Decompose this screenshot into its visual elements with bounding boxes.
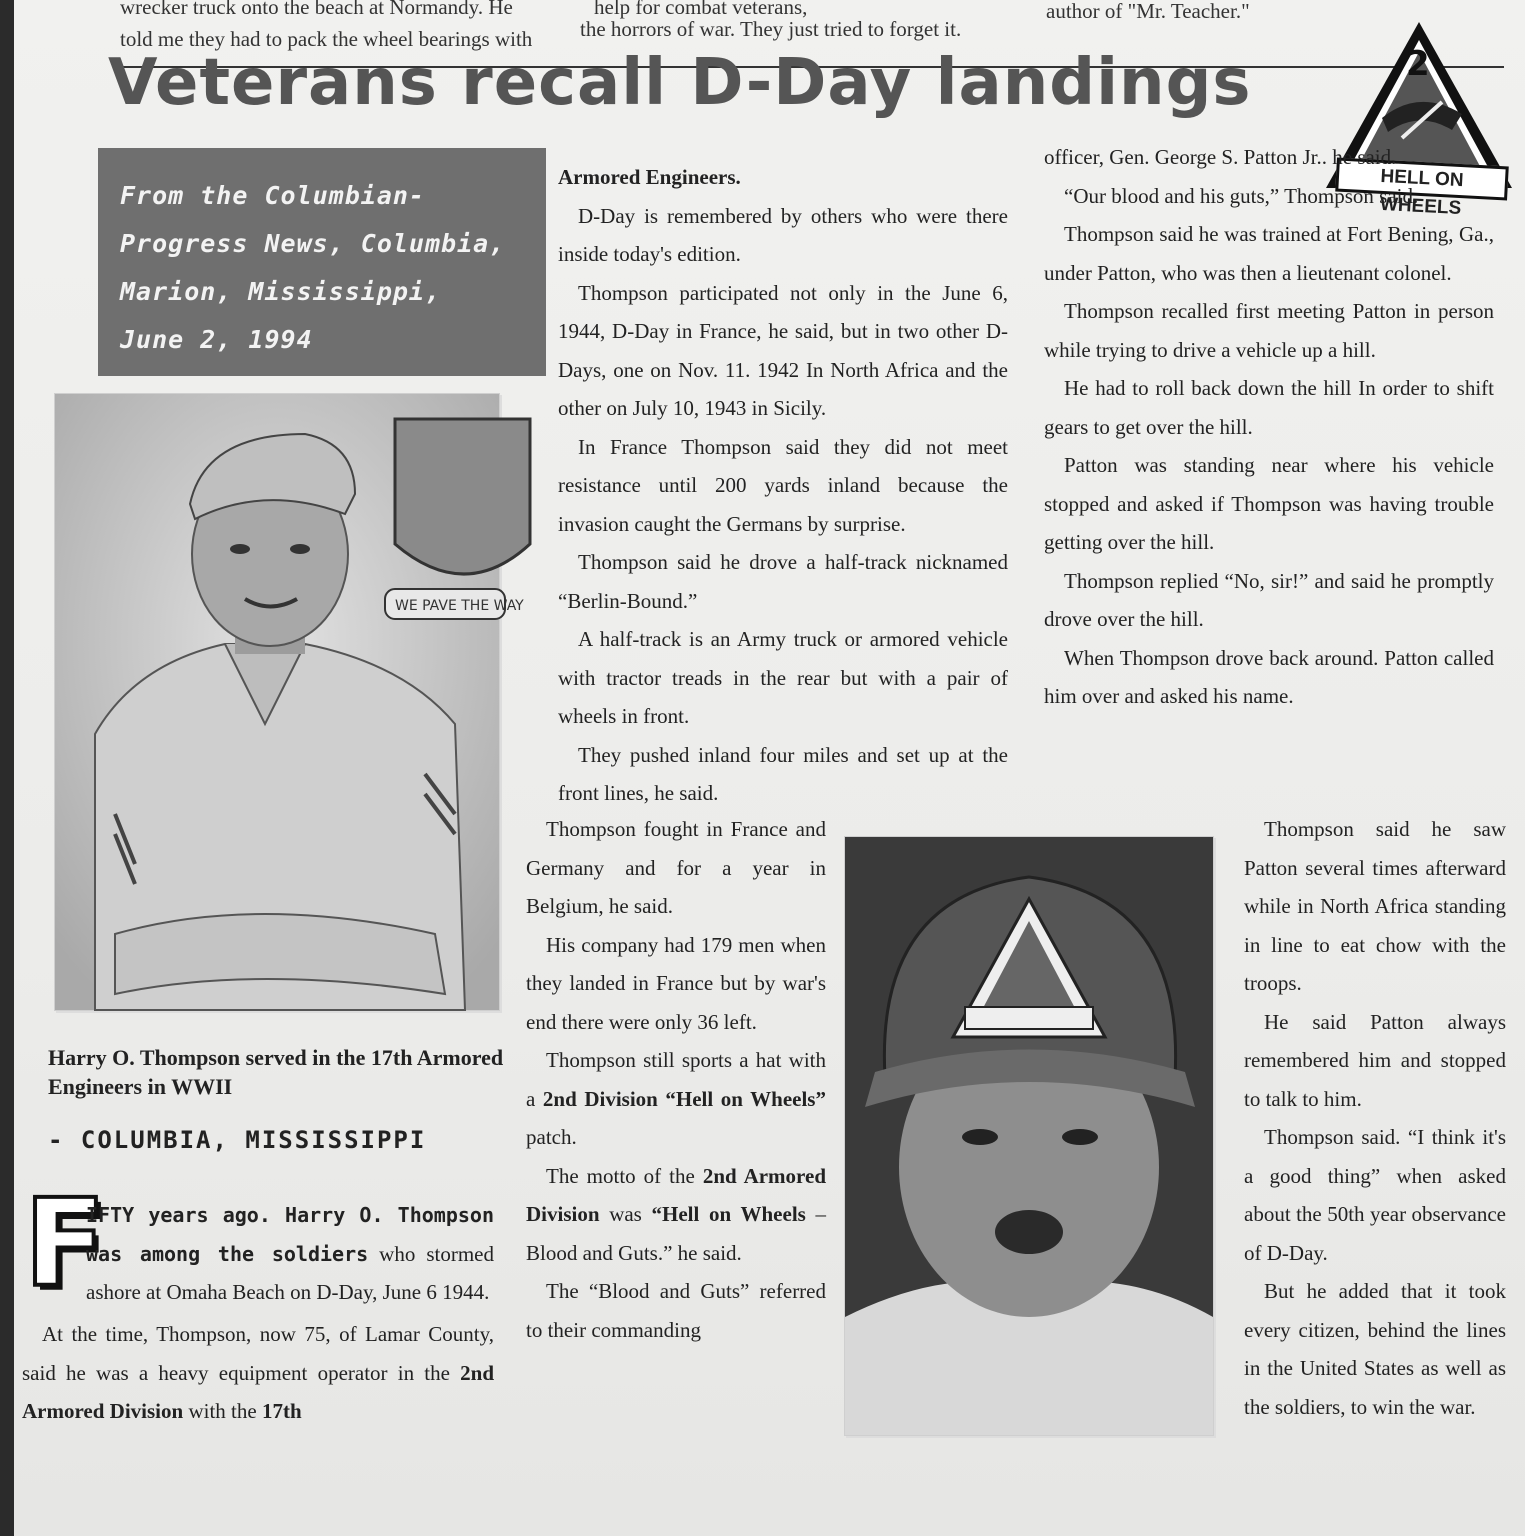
col2b-p5: The “Blood and Guts” referred to their commanding [526,1279,826,1342]
col2-p2: Thompson participated not only in the June 6, 1944, D-Day in France, he said, but in two other D-Days, one on Nov. 11. 1942 In North Africa and the other on July 10, 1943 in Sicily. [558,280,1008,420]
insignia-motto: WE PAVE THE WAY [395,598,524,614]
col2-p1: D-Day is remembered by others who were there inside today's edition. [558,203,1008,266]
col2-p5: A half-track is an Army truck or armored vehicle with tractor treads in the rear but with a pair of wheels in front. [558,627,1008,728]
lede-paragraph [86,1196,494,1312]
col1-bold-d: 17th [261,1399,302,1423]
dateline: - COLUMBIA, MISSISSIPPI [48,1126,427,1154]
top-fragment-left-1: wrecker truck onto the beach at Normandy. He [120,0,513,19]
col2b-p4e: – Blood and Guts.” he said. [526,1202,826,1265]
col2b-p4a: The motto of the [546,1163,703,1188]
newspaper-page [14,0,1525,1536]
column-3b [1244,810,1506,1426]
col2b-p1: Thompson fought in France and Germany and for a year in Belgium, he said. [526,817,826,918]
source-line-4: June 2, 1994 [120,325,313,354]
badge-number: 2 [1406,44,1430,84]
source-line-2: Progress News, Columbia, [120,229,506,258]
col3-p5: Patton was standing near where his vehicle stopped and asked if Thompson was having trouble getting over the hill. [1044,453,1494,554]
col2b-p4c: was [599,1202,652,1226]
col1-text-a: At the time, Thompson, now 75, of Lamar County, said he was a heavy equipment operator in the [22,1322,494,1385]
soldier-portrait-photo [54,393,524,1011]
col3b-p3: But he added that it took every citizen, behind the lines in the United States as well as the soldiers, to win the war. [1244,1279,1506,1419]
col3-p6: Thompson replied “No, sir!” and said he promptly drove over the hill. [1044,568,1494,631]
col3-p3: Thompson recalled first meeting Patton in person while trying to drive a vehicle up a hill. [1044,299,1494,362]
col3b-p0: Thompson said he saw Patton several times afterward while in North Africa standing in line to eat chow with the troops. [1244,817,1506,995]
source-line-1: From the Columbian- [120,181,425,210]
source-box [98,148,546,376]
col2b-p3c: patch. [526,1125,577,1149]
col1-text-c: with the [183,1399,262,1423]
col2-p4: Thompson said he drove a half-track nicknamed “Berlin-Bound.” [558,550,1008,613]
col2b-p3a: Thompson still sports a hat with a [526,1048,826,1111]
source-line-3: Marion, Mississippi, [120,277,442,306]
col3b-p1: He said Patton always remembered him and stopped to talk to him. [1244,1009,1506,1111]
col2-p3: In France Thompson said they did not meet resistance until 200 yards inland because the invasion caught the Germans by surprise. [558,434,1008,536]
col2b-p3b: 2nd Division “Hell on Wheels” [542,1086,826,1111]
top-fragment-left-2: told me they had to pack the wheel bearings with [120,27,533,51]
col3b-p2: Thompson said. “I think it's a good thing” when asked about the 50th year observance of D-Day. [1244,1125,1506,1265]
badge-label: HELL ON WHEELS [1335,158,1509,201]
col2b-p4b: 2nd Armored Division [526,1163,826,1226]
headline: Veterans recall D-Day landings [108,46,1252,120]
top-fragment-mid-2: the horrors of war. They just tried to forget it. [580,17,962,41]
lede-mono: IFTY years ago. Harry O. Thompson was among the soldiers [86,1203,494,1266]
col2b-p2: His company had 179 men when they landed in France but by war's end there were only 36 left. [526,932,826,1034]
column-3 [1044,138,1494,716]
soldier-portrait-icon [55,394,524,1010]
column-2 [558,158,1008,813]
col2-p6: They pushed inland four miles and set up at the front lines, he said. [558,742,1008,805]
drop-cap: F [24,1175,106,1314]
elderly-veteran-portrait-icon [845,837,1213,1435]
top-fragment-right-1: author of "Mr. Teacher." [1046,0,1250,23]
elderly-veteran-photo [844,836,1214,1436]
col3-p7: When Thompson drove back around. Patton called him over and asked his name. [1044,645,1494,708]
col3-p4: He had to roll back down the hill In order to shift gears to get over the hill. [1044,376,1494,439]
column-2b [526,810,826,1349]
photo-caption: Harry O. Thompson served in the 17th Armored Engineers in WWII [48,1045,504,1099]
lede-rest: who stormed ashore at Omaha Beach on D-Day, June 6 1944. [86,1241,494,1304]
col3-p2: Thompson said he was trained at Fort Bening, Ga., under Patton, who was then a lieutenant colonel. [1044,222,1494,285]
top-fragment-mid-1: help for combat veterans, [594,0,808,19]
col3-p0: officer, Gen. George S. Patton Jr.. he said. [1044,145,1397,169]
col2-p0: Armored Engineers. [558,165,741,189]
col3-p1: “Our blood and his guts,” Thompson said. [1064,183,1419,208]
column-1 [22,1315,494,1431]
col2b-p4d: “Hell on Wheels [651,1202,806,1226]
col1-bold-b: 2nd Armored Division [22,1360,494,1423]
